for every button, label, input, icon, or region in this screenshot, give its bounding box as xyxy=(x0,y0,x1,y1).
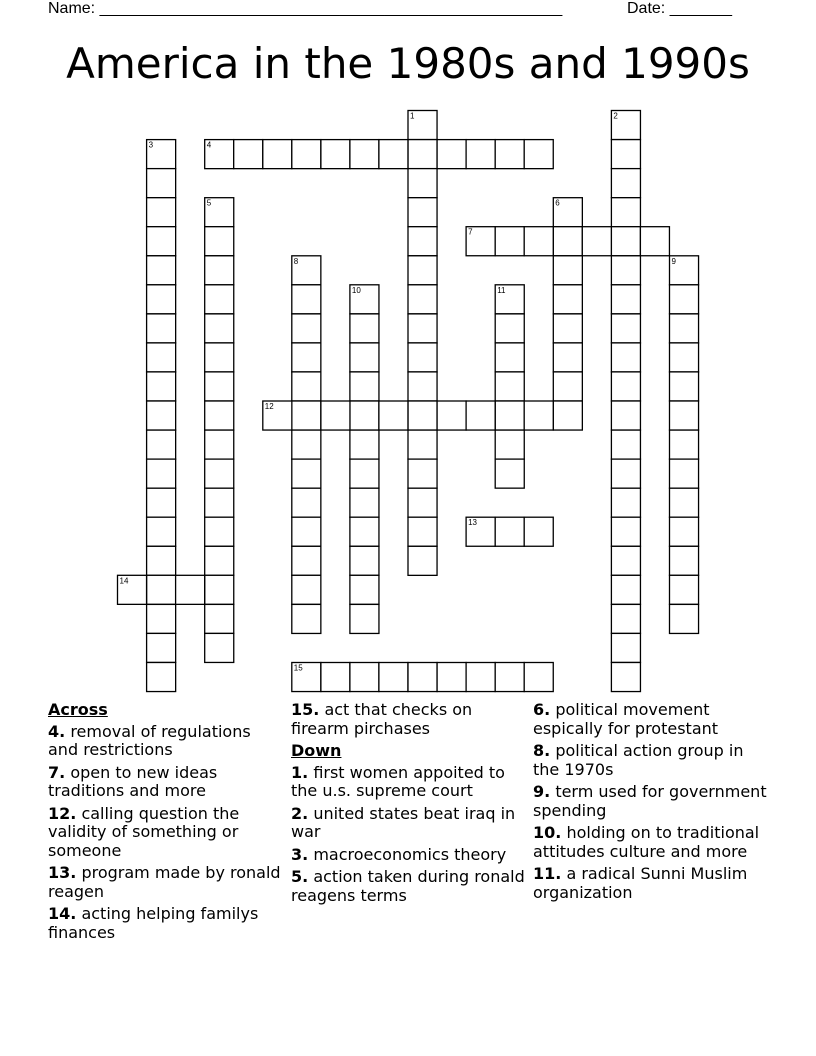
grid-cell[interactable] xyxy=(611,488,640,517)
clue-text: first women appoited to the u.s. supreme court xyxy=(291,762,505,800)
clue-number: 1. xyxy=(291,762,309,782)
clue-text: act that checks on firearm pirchases xyxy=(291,700,473,738)
grid-cell[interactable] xyxy=(437,140,466,169)
grid-cell[interactable] xyxy=(379,401,408,430)
grid-cell[interactable] xyxy=(495,140,524,169)
grid-cell[interactable] xyxy=(147,169,176,198)
clue-text: term used for government spending xyxy=(533,782,767,820)
grid-cell[interactable] xyxy=(408,169,437,198)
clue-number: 8. xyxy=(533,741,551,760)
grid-cell[interactable] xyxy=(205,372,234,401)
grid-cell[interactable] xyxy=(408,401,437,430)
grid-cell[interactable] xyxy=(524,227,553,256)
grid-cell[interactable] xyxy=(350,604,379,633)
grid-cell[interactable] xyxy=(524,401,553,430)
clue-number-label: 15 xyxy=(293,663,303,673)
grid-cell[interactable] xyxy=(205,227,234,256)
grid-cell[interactable] xyxy=(350,314,379,343)
clue-number-label: 1 xyxy=(410,111,415,121)
clue-number: 11. xyxy=(533,864,562,883)
grid-cell[interactable] xyxy=(408,256,437,285)
grid-cell[interactable] xyxy=(350,488,379,517)
grid-cell[interactable] xyxy=(205,256,234,285)
grid-cell[interactable] xyxy=(350,517,379,546)
clue-number: 15. xyxy=(291,700,320,719)
down-heading: Down xyxy=(291,741,342,760)
grid-cell[interactable] xyxy=(147,459,176,488)
clue-text: a radical Sunni Muslim organization xyxy=(533,864,748,902)
grid-cell[interactable] xyxy=(670,459,699,488)
grid-cell[interactable] xyxy=(670,372,699,401)
grid-cell[interactable] xyxy=(379,140,408,169)
clue-number-label: 4 xyxy=(206,140,212,150)
grid-cell[interactable] xyxy=(321,663,350,692)
grid-cell[interactable] xyxy=(292,343,321,372)
grid-cell[interactable] xyxy=(611,459,640,488)
grid-cell[interactable] xyxy=(611,401,640,430)
grid-cell[interactable] xyxy=(292,372,321,401)
grid-cell[interactable] xyxy=(495,343,524,372)
grid-cell[interactable] xyxy=(611,546,640,575)
grid-cell[interactable] xyxy=(350,663,379,692)
grid-cell[interactable] xyxy=(408,488,437,517)
clue-across-12 xyxy=(48,805,283,861)
grid-cell[interactable] xyxy=(611,663,640,692)
clue-number-label: 11 xyxy=(497,285,506,295)
grid-cell[interactable] xyxy=(408,372,437,401)
grid-cell[interactable] xyxy=(350,430,379,459)
clue-number-label: 5 xyxy=(206,198,212,208)
grid-cell[interactable] xyxy=(670,401,699,430)
clue-number: 7. xyxy=(48,762,66,782)
clue-number: 2. xyxy=(291,803,309,823)
clue-down-3 xyxy=(291,846,526,865)
name-field[interactable]: Name: ____________________________________________________ xyxy=(48,0,563,17)
grid-cell[interactable] xyxy=(408,546,437,575)
grid-cell[interactable] xyxy=(408,459,437,488)
clue-down-8 xyxy=(533,742,768,779)
grid-cell[interactable] xyxy=(611,517,640,546)
grid-cell[interactable] xyxy=(408,227,437,256)
clue-number: 3. xyxy=(291,844,309,864)
grid-cell[interactable] xyxy=(263,140,292,169)
clue-across-14 xyxy=(48,905,283,942)
grid-cell[interactable] xyxy=(670,604,699,633)
grid-cell[interactable] xyxy=(611,604,640,633)
grid-cell[interactable] xyxy=(408,430,437,459)
grid-cell[interactable] xyxy=(670,343,699,372)
clue-number: 5. xyxy=(291,867,309,886)
clue-number: 6. xyxy=(533,700,551,719)
clue-number-label: 9 xyxy=(671,256,676,266)
clue-text: program made by ronald reagen xyxy=(48,863,281,901)
grid-cell[interactable] xyxy=(292,575,321,604)
grid-cell[interactable] xyxy=(292,459,321,488)
clue-number-label: 12 xyxy=(264,402,274,411)
grid-cell[interactable] xyxy=(437,663,466,692)
clue-text: macroeconomics theory xyxy=(313,844,507,864)
grid-cell[interactable] xyxy=(350,546,379,575)
clue-across-13 xyxy=(48,864,283,901)
grid-cell[interactable] xyxy=(611,256,640,285)
page-title: America in the 1980s and 1990s xyxy=(66,39,750,88)
grid-cell[interactable] xyxy=(670,546,699,575)
grid-cell[interactable] xyxy=(670,575,699,604)
grid-cell[interactable] xyxy=(611,285,640,314)
clue-text: acting helping familys finances xyxy=(48,904,259,942)
clue-number-label: 14 xyxy=(119,576,129,586)
grid-cell[interactable] xyxy=(292,546,321,575)
clue-number-label: 7 xyxy=(468,227,473,237)
grid-cell[interactable] xyxy=(205,314,234,343)
grid-cell[interactable] xyxy=(611,633,640,662)
grid-cell[interactable] xyxy=(495,227,524,256)
grid-cell[interactable] xyxy=(147,604,176,633)
grid-cell[interactable] xyxy=(321,140,350,169)
grid-cell[interactable] xyxy=(205,343,234,372)
grid-cell[interactable] xyxy=(292,285,321,314)
clue-number-label: 3 xyxy=(148,140,154,150)
clue-number: 4. xyxy=(48,721,66,741)
grid-cell[interactable] xyxy=(495,430,524,459)
grid-cell[interactable] xyxy=(205,517,234,546)
grid-cell[interactable] xyxy=(611,169,640,198)
grid-cell[interactable] xyxy=(147,314,176,343)
grid-cell[interactable] xyxy=(321,401,350,430)
grid-cell[interactable] xyxy=(205,459,234,488)
grid-cell[interactable] xyxy=(611,372,640,401)
clue-number-label: 2 xyxy=(613,111,618,121)
grid-cell[interactable] xyxy=(611,140,640,169)
clue-number-label: 13 xyxy=(468,518,478,528)
grid-cell[interactable] xyxy=(495,372,524,401)
grid-cell[interactable] xyxy=(611,198,640,227)
grid-cell[interactable] xyxy=(553,227,582,256)
across-heading: Across xyxy=(48,700,108,719)
grid-cell[interactable] xyxy=(553,314,582,343)
grid-cell[interactable] xyxy=(553,401,582,430)
grid-cell[interactable] xyxy=(147,517,176,546)
grid-cell[interactable] xyxy=(205,604,234,633)
grid-cell[interactable] xyxy=(437,401,466,430)
clue-number-label: 10 xyxy=(351,285,361,295)
grid-cell[interactable] xyxy=(292,517,321,546)
grid-cell[interactable] xyxy=(147,575,176,604)
grid-cell[interactable] xyxy=(176,575,205,604)
grid-cell[interactable] xyxy=(408,343,437,372)
clue-across-7 xyxy=(48,764,283,801)
grid-cell[interactable] xyxy=(670,430,699,459)
grid-cell[interactable] xyxy=(350,401,379,430)
grid-cell[interactable] xyxy=(350,575,379,604)
clue-down-1 xyxy=(291,764,526,801)
clue-text: political action group in the 1970s xyxy=(533,741,744,779)
grid-cell[interactable] xyxy=(147,227,176,256)
grid-cell[interactable] xyxy=(611,227,640,256)
date-field[interactable]: Date: _______ xyxy=(627,0,732,17)
clue-number: 14. xyxy=(48,904,77,923)
clue-down-9 xyxy=(533,783,768,820)
grid-cell[interactable] xyxy=(611,314,640,343)
grid-cell[interactable] xyxy=(408,314,437,343)
grid-cell[interactable] xyxy=(147,401,176,430)
grid-cell[interactable] xyxy=(292,488,321,517)
grid-cell[interactable] xyxy=(205,575,234,604)
grid-cell[interactable] xyxy=(495,517,524,546)
grid-cell[interactable] xyxy=(553,256,582,285)
grid-cell[interactable] xyxy=(350,140,379,169)
grid-cell[interactable] xyxy=(524,517,553,546)
grid-cell[interactable] xyxy=(495,663,524,692)
grid-cell[interactable] xyxy=(147,546,176,575)
grid-cell[interactable] xyxy=(147,372,176,401)
clue-text: open to new ideas traditions and more xyxy=(48,762,218,800)
grid-cell[interactable] xyxy=(408,663,437,692)
clue-down-2 xyxy=(291,805,526,842)
grid-cell[interactable] xyxy=(670,488,699,517)
clue-column-3 xyxy=(533,701,768,906)
grid-cell[interactable] xyxy=(553,343,582,372)
grid-cell[interactable] xyxy=(205,285,234,314)
grid-cell[interactable] xyxy=(495,401,524,430)
clue-text: united states beat iraq in war xyxy=(291,803,516,841)
grid-cell[interactable] xyxy=(495,314,524,343)
clue-column-1 xyxy=(48,701,283,946)
clue-text: political movement espically for protestant xyxy=(533,700,719,738)
clue-number: 10. xyxy=(533,823,562,842)
grid-cell[interactable] xyxy=(524,663,553,692)
clue-text: action taken during ronald reagens terms xyxy=(291,867,525,905)
grid-cell[interactable] xyxy=(234,140,263,169)
grid-cell[interactable] xyxy=(350,459,379,488)
grid-cell[interactable] xyxy=(611,575,640,604)
grid-cell[interactable] xyxy=(379,663,408,692)
clue-down-5 xyxy=(291,868,526,905)
grid-cell[interactable] xyxy=(205,430,234,459)
grid-cell[interactable] xyxy=(640,227,669,256)
grid-cell[interactable] xyxy=(147,488,176,517)
grid-cell[interactable] xyxy=(205,488,234,517)
clue-number-label: 6 xyxy=(555,198,560,208)
grid-cell[interactable] xyxy=(495,459,524,488)
grid-cell[interactable] xyxy=(670,314,699,343)
grid-cell[interactable] xyxy=(205,401,234,430)
grid-cell[interactable] xyxy=(553,372,582,401)
grid-cell[interactable] xyxy=(466,140,495,169)
clue-text: calling question the validity of something or someone xyxy=(48,803,240,860)
grid-cell[interactable] xyxy=(147,285,176,314)
grid-cell[interactable] xyxy=(553,285,582,314)
grid-cell[interactable] xyxy=(292,401,321,430)
clue-column-2 xyxy=(291,701,526,909)
clue-number: 9. xyxy=(533,782,551,801)
grid-cell[interactable] xyxy=(670,285,699,314)
grid-cell[interactable] xyxy=(408,517,437,546)
grid-cell[interactable] xyxy=(670,517,699,546)
clue-number: 12. xyxy=(48,803,77,823)
clue-number: 13. xyxy=(48,863,77,882)
grid-cell[interactable] xyxy=(524,140,553,169)
clue-down-6 xyxy=(533,701,768,738)
grid-cell[interactable] xyxy=(408,285,437,314)
grid-cell[interactable] xyxy=(147,256,176,285)
grid-cell[interactable] xyxy=(350,372,379,401)
grid-cell[interactable] xyxy=(292,314,321,343)
grid-cell[interactable] xyxy=(292,604,321,633)
grid-cell[interactable] xyxy=(292,430,321,459)
grid-cell[interactable] xyxy=(205,546,234,575)
clue-text: holding on to traditional attitudes culture and more xyxy=(533,823,760,861)
clue-down-10 xyxy=(533,824,768,861)
grid-cell[interactable] xyxy=(292,140,321,169)
grid-cell[interactable] xyxy=(147,343,176,372)
grid-cell[interactable] xyxy=(147,198,176,227)
clue-across-15 xyxy=(291,701,526,738)
clue-text: removal of regulations and restrictions xyxy=(48,721,251,759)
clue-number-label: 8 xyxy=(293,256,299,266)
grid-cell[interactable] xyxy=(466,663,495,692)
grid-cell[interactable] xyxy=(147,663,176,692)
grid-cell[interactable] xyxy=(205,633,234,662)
grid-cell[interactable] xyxy=(408,198,437,227)
grid-cell[interactable] xyxy=(611,343,640,372)
grid-cell[interactable] xyxy=(582,227,611,256)
grid-cell[interactable] xyxy=(466,401,495,430)
grid-cell[interactable] xyxy=(611,430,640,459)
clue-across-4 xyxy=(48,723,283,760)
grid-cell[interactable] xyxy=(408,140,437,169)
clue-down-11 xyxy=(533,865,768,902)
grid-cell[interactable] xyxy=(147,430,176,459)
grid-cell[interactable] xyxy=(147,633,176,662)
grid-cell[interactable] xyxy=(350,343,379,372)
